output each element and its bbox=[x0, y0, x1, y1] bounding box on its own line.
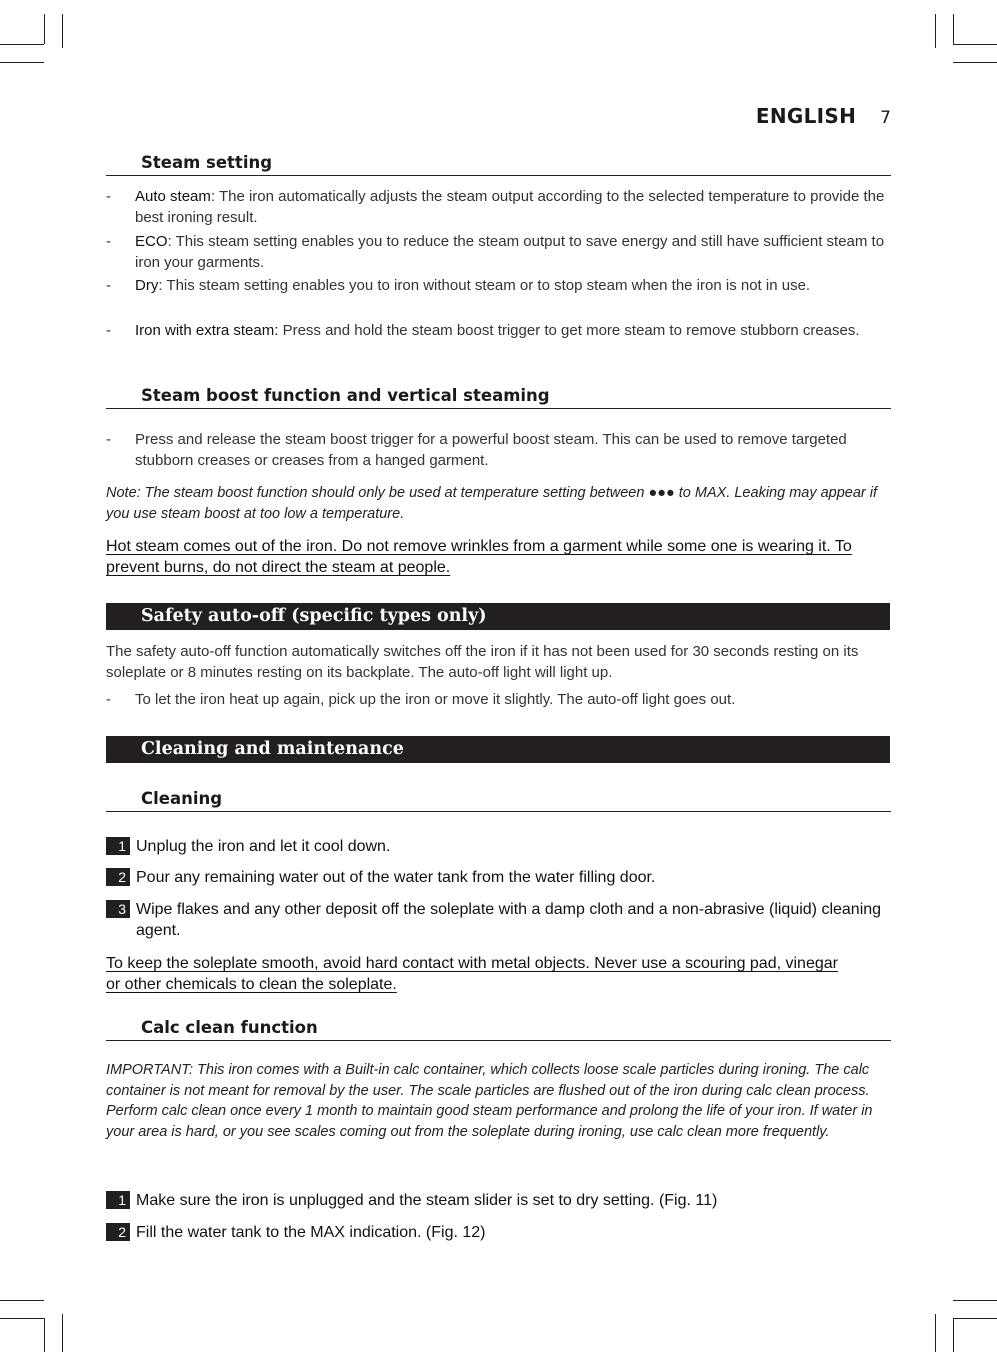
crop-mark bbox=[62, 1314, 63, 1352]
numbered-step bbox=[106, 1222, 896, 1243]
crop-mark bbox=[953, 62, 997, 63]
body-paragraph: The safety auto-off function automatically switches off the iron if it has not been used for 30 seconds resting on its soleplate or 8 minutes resting on its backplate. The auto-off light will light up. bbox=[106, 643, 859, 681]
step-text: Fill the water tank to the MAX indication. (Fig. 12) bbox=[136, 1224, 486, 1241]
item-text: Press and hold the steam boost trigger to get more steam to remove stubborn creases. bbox=[282, 322, 860, 339]
step-number: 3 bbox=[106, 900, 130, 918]
list-item bbox=[106, 186, 896, 228]
item-term: Auto steam bbox=[135, 188, 211, 205]
section-heading-calc-clean: Calc clean function bbox=[106, 1017, 891, 1041]
numbered-step bbox=[106, 867, 896, 888]
crop-mark bbox=[44, 1318, 45, 1352]
item-sep: : bbox=[210, 188, 219, 205]
item-term: ECO bbox=[135, 233, 168, 250]
item-sep: : bbox=[167, 233, 176, 250]
dash-bullet: - bbox=[106, 691, 111, 708]
numbered-step bbox=[106, 836, 896, 857]
crop-mark bbox=[953, 1318, 954, 1352]
numbered-step bbox=[106, 1190, 896, 1211]
warning-text-content: Hot steam comes out of the iron. Do not remove wrinkles from a garment while some one is wearing it. To prevent burns, do not direct the steam at people. bbox=[106, 538, 852, 576]
step-text: Make sure the iron is unplugged and the steam slider is set to dry setting. (Fig. 11) bbox=[136, 1192, 718, 1209]
note-text: Note: The steam boost function should only be used at temperature setting between ●●● to MAX. Leaking may appear if you use steam boost at too low a temperature. bbox=[106, 485, 878, 522]
list-item bbox=[106, 429, 896, 471]
list-item bbox=[106, 231, 896, 273]
warning-text bbox=[106, 953, 846, 995]
step-number: 2 bbox=[106, 868, 130, 886]
dash-bullet: - bbox=[106, 322, 111, 339]
item-term: Iron with extra steam: bbox=[135, 322, 279, 339]
language-label: ENGLISH bbox=[755, 104, 857, 128]
step-number: 1 bbox=[106, 837, 130, 855]
step-number: 2 bbox=[106, 1223, 130, 1241]
section-heading-steam-setting: Steam setting bbox=[106, 152, 891, 176]
section-heading-cleaning: Cleaning bbox=[106, 788, 891, 812]
crop-mark bbox=[953, 44, 997, 45]
page-header bbox=[756, 104, 891, 128]
crop-mark bbox=[0, 44, 44, 45]
list-item bbox=[106, 320, 896, 341]
crop-mark bbox=[935, 1314, 936, 1352]
crop-mark bbox=[62, 14, 63, 48]
item-sep: : bbox=[158, 277, 167, 294]
dash-bullet: - bbox=[106, 431, 111, 448]
list-item bbox=[106, 689, 896, 710]
dash-bullet: - bbox=[106, 277, 111, 294]
item-text: This steam setting enables you to reduce the steam output to save energy and still have sufficient steam to iron your garments. bbox=[135, 233, 885, 271]
crop-mark bbox=[0, 1300, 44, 1301]
crop-mark bbox=[953, 1300, 997, 1301]
item-text: This steam setting enables you to iron without steam or to stop steam when the iron is not in use. bbox=[166, 277, 811, 294]
crop-mark bbox=[44, 14, 45, 44]
list-item bbox=[106, 275, 896, 296]
step-text: Pour any remaining water out of the water tank from the water filling door. bbox=[136, 869, 656, 886]
crop-mark bbox=[953, 1318, 997, 1319]
item-text: Press and release the steam boost trigger for a powerful boost steam. This can be used to remove targeted stubborn creases or creases from a hanged garment. bbox=[135, 431, 847, 469]
crop-mark bbox=[0, 62, 44, 63]
item-text: To let the iron heat up again, pick up the iron or move it slightly. The auto-off light goes out. bbox=[135, 691, 736, 708]
page-number: 7 bbox=[880, 108, 891, 128]
warning-text bbox=[106, 536, 896, 578]
section-bar-safety-auto-off: Safety auto-off (specific types only) bbox=[106, 603, 890, 630]
crop-mark bbox=[935, 14, 936, 48]
step-text: Wipe flakes and any other deposit off the soleplate with a damp cloth and a non-abrasive (liquid) cleaning agent. bbox=[136, 901, 882, 939]
dash-bullet: - bbox=[106, 188, 111, 205]
warning-text-content: To keep the soleplate smooth, avoid hard contact with metal objects. Never use a scouring pad, vinegar or other chemicals to clean the soleplate. bbox=[106, 955, 838, 993]
crop-mark bbox=[953, 14, 954, 44]
section-bar-cleaning-maintenance: Cleaning and maintenance bbox=[106, 736, 890, 763]
item-text: The iron automatically adjusts the steam output according to the selected temperature to provide the best ironing result. bbox=[135, 188, 885, 226]
crop-mark bbox=[0, 1318, 44, 1319]
dash-bullet: - bbox=[106, 233, 111, 250]
step-number: 1 bbox=[106, 1191, 130, 1209]
numbered-step bbox=[106, 899, 896, 941]
step-text: Unplug the iron and let it cool down. bbox=[136, 838, 391, 855]
important-text: IMPORTANT: This iron comes with a Built-in calc container, which collects loose scale particles during ironing. The calc container is not meant for removal by the user. The scale particles are flushed out of the iron during calc clean process. Perform calc clean once every 1 month to maintain good steam performance and prolong the life of your iron. If water in your area is hard, or you see scales coming out from the soleplate during ironing, use calc clean more frequently. bbox=[106, 1062, 873, 1140]
section-heading-steam-boost: Steam boost function and vertical steaming bbox=[106, 385, 891, 409]
item-term: Dry bbox=[135, 277, 159, 294]
